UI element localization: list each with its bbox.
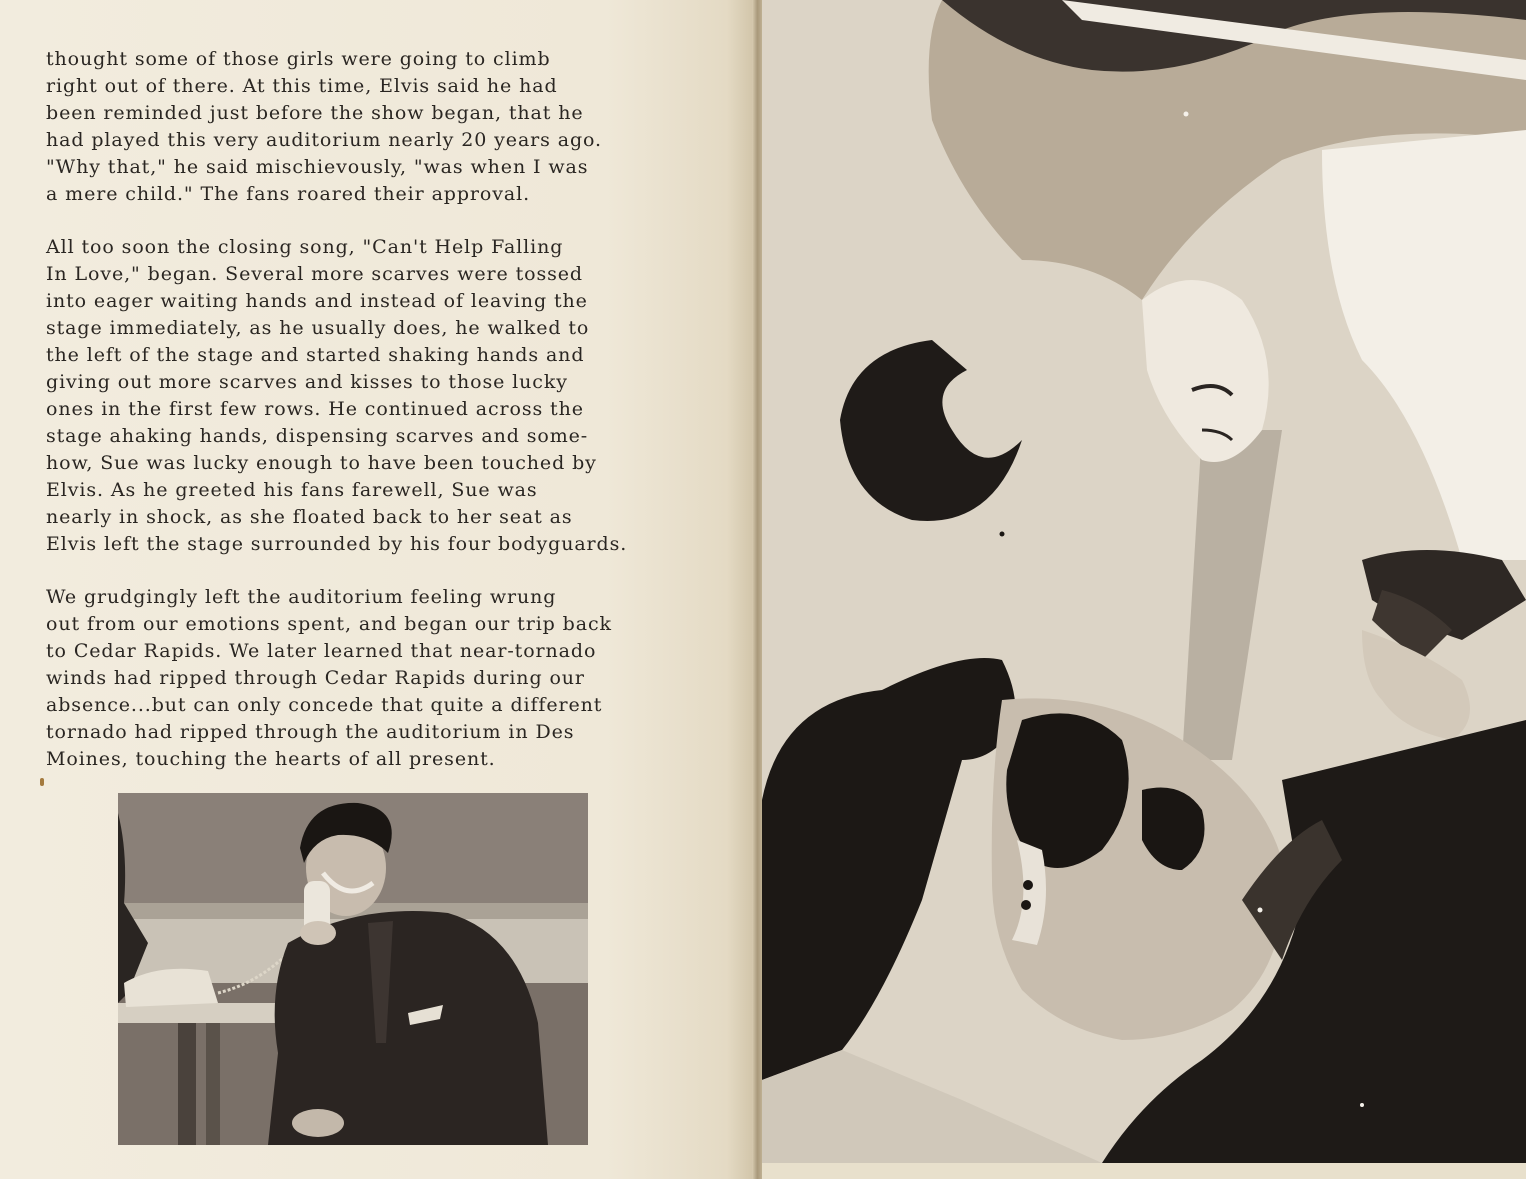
paragraph-1: thought some of those girls were going to climb right out of there. At this time, Elvis said he had been reminded just before the show began, that he had played this very auditorium nearly 20 years ago. "Why that," he said mischievously, "was when I was a mere child." The fans roared their approval. [46, 48, 602, 205]
paragraph-3: We grudgingly left the auditorium feeling wrung out from our emotions spent, and began our trip back to Cedar Rapids. We later learned that near-tornado winds had ripped through Cedar Rapids during our absence...but can only concede that quite a different tornado had ripped through the auditorium in Des Moines, touching the hearts of all present. [46, 586, 612, 770]
elvis-telephone-photo [118, 793, 588, 1145]
left-page [0, 0, 757, 1179]
article-text [46, 46, 706, 799]
elvis-fan-photo [762, 0, 1526, 1163]
ink-speck [40, 778, 44, 786]
right-page [762, 0, 1526, 1179]
paragraph-2: All too soon the closing song, "Can't Help Falling In Love," began. Several more scarves were tossed into eager waiting hands and instead of leaving the stage immediately, as he usually does, he walked to the left of the stage and started shaking hands and giving out more scarves and kisses to those lucky ones in the first few rows. He continued across the stage ahaking hands, dispensing scarves and some- how, Sue was lucky enough to have been touched by Elvis. As he greeted his fans farewell, Sue was nearly in shock, as she floated back to her seat as Elvis left the stage surrounded by his four bodyguards. [46, 236, 628, 555]
